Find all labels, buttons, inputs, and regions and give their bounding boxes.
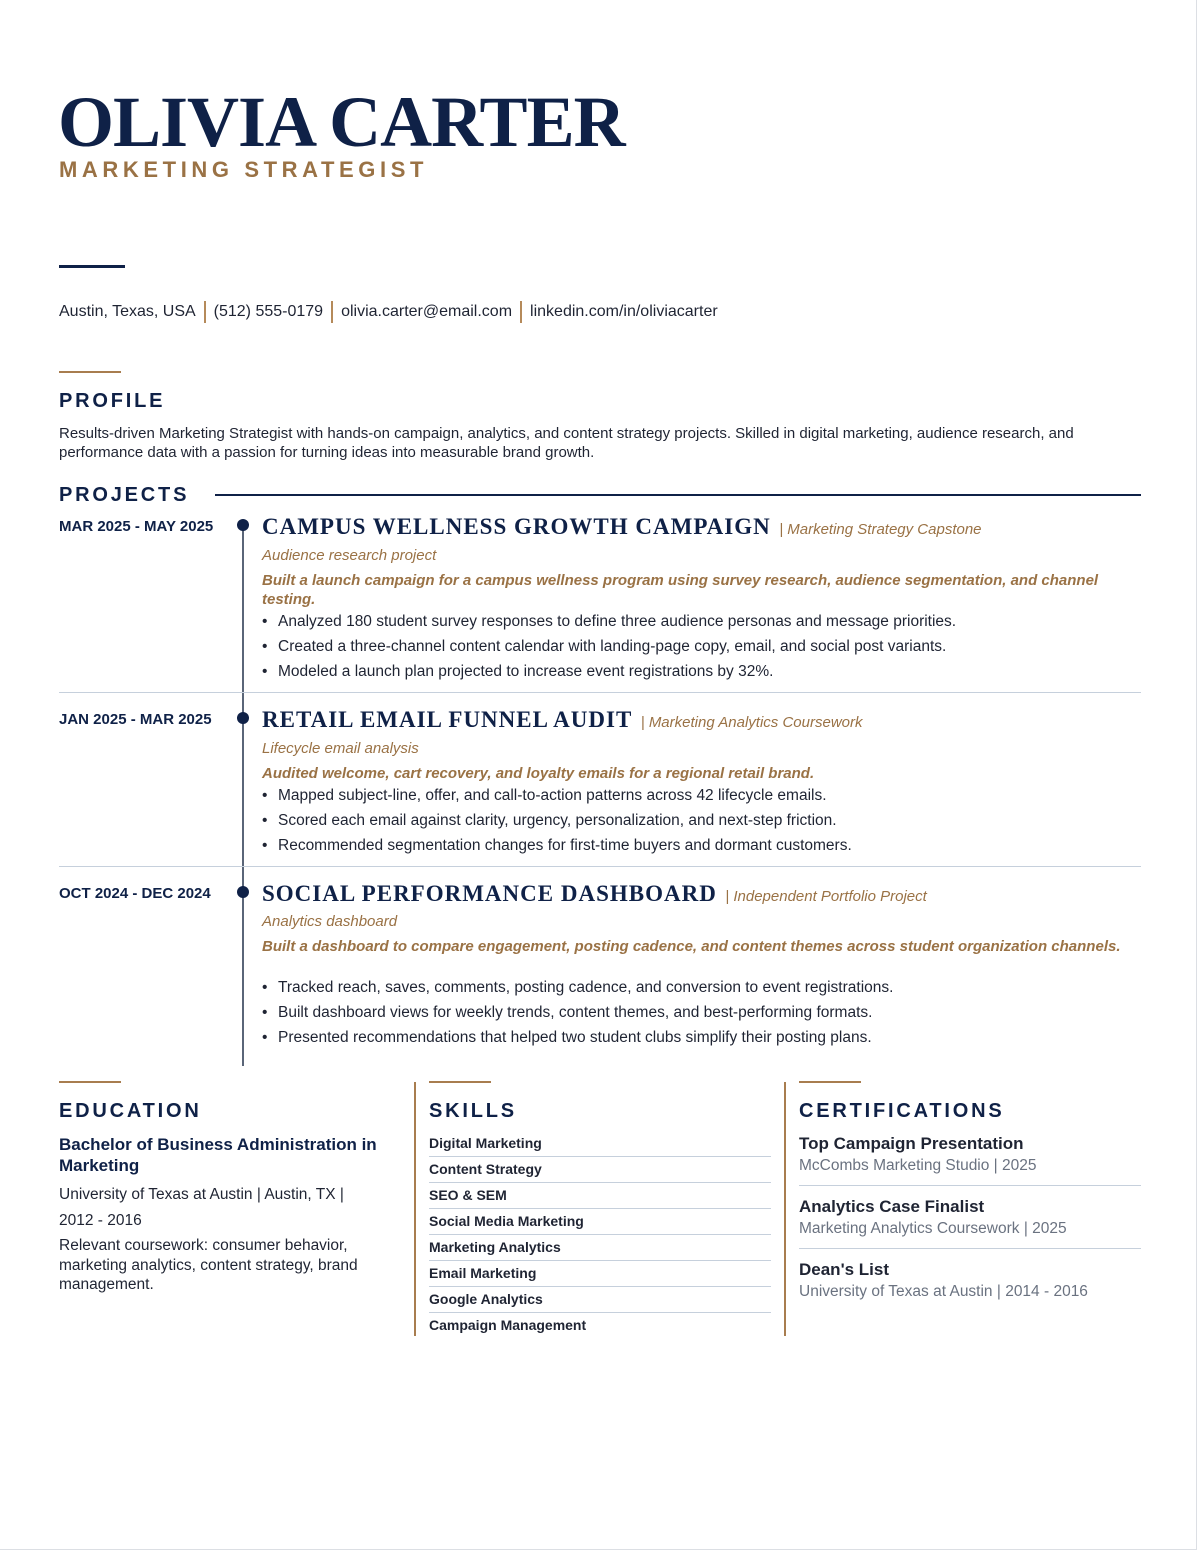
project-bullets bbox=[262, 975, 1142, 1050]
certification-meta: McCombs Marketing Studio | 2025 bbox=[799, 1157, 1037, 1174]
certifications-heading: CERTIFICATIONS bbox=[799, 1100, 1005, 1122]
coursework: Relevant coursework: consumer behavior, marketing analytics, content strategy, brand management. bbox=[59, 1237, 358, 1293]
project-date: JAN 2025 - MAR 2025 bbox=[59, 711, 212, 728]
contact-phone: (512) 555-0179 bbox=[213, 303, 324, 320]
project-timeline bbox=[242, 524, 244, 700]
project-context: | Marketing Strategy Capstone bbox=[779, 521, 982, 538]
school-line: University of Texas at Austin | Austin, TX | bbox=[59, 1186, 344, 1203]
project-title: RETAIL EMAIL FUNNEL AUDIT bbox=[262, 707, 633, 732]
project-bullets bbox=[262, 609, 1142, 684]
certifications-list bbox=[799, 1133, 1141, 1321]
contact-email[interactable]: olivia.carter@email.com bbox=[341, 303, 513, 320]
list-item: • Recommended segmentation changes for first-time buyers and dormant customers. bbox=[262, 833, 1142, 858]
project-type: Analytics dashboard bbox=[262, 913, 398, 930]
project-title: CAMPUS WELLNESS GROWTH CAMPAIGN bbox=[262, 514, 771, 539]
education-years: 2012 - 2016 bbox=[59, 1212, 142, 1229]
skill-item: Campaign Management bbox=[429, 1317, 587, 1333]
contact-linkedin[interactable]: linkedin.com/in/oliviacarter bbox=[530, 303, 718, 320]
skill-item: Email Marketing bbox=[429, 1262, 771, 1287]
skills-list bbox=[429, 1132, 771, 1340]
profile-heading: PROFILE bbox=[59, 390, 166, 412]
projects-heading-rule bbox=[215, 494, 1141, 496]
project-summary: Audited welcome, cart recovery, and loyalty emails for a regional retail brand. bbox=[262, 765, 815, 782]
skill-item: Social Media Marketing bbox=[429, 1210, 771, 1235]
list-item: • Created a three-channel content calendar with landing-page copy, email, and social post variants. bbox=[262, 634, 1142, 659]
education-heading: EDUCATION bbox=[59, 1100, 202, 1122]
project-divider bbox=[59, 692, 1141, 693]
job-title: MARKETING STRATEGIST bbox=[59, 157, 429, 182]
project-timeline bbox=[242, 700, 244, 870]
contact-location: Austin, Texas, USA bbox=[59, 303, 196, 320]
list-item: • Presented recommendations that helped two student clubs simplify their posting plans. bbox=[262, 1025, 1142, 1050]
project-context: | Independent Portfolio Project bbox=[725, 888, 927, 905]
project-bullets bbox=[262, 783, 1142, 858]
project-title: SOCIAL PERFORMANCE DASHBOARD bbox=[262, 881, 717, 906]
profile-accent-rule bbox=[59, 371, 121, 373]
skill-item: Content Strategy bbox=[429, 1158, 771, 1183]
projects-heading: PROJECTS bbox=[59, 484, 190, 506]
list-item: • Mapped subject-line, offer, and call-to-action patterns across 42 lifecycle emails. bbox=[262, 783, 1142, 808]
education-accent-rule bbox=[59, 1081, 121, 1083]
contact-separator bbox=[204, 301, 206, 323]
skill-item: Google Analytics bbox=[429, 1288, 771, 1313]
certification-meta: Marketing Analytics Coursework | 2025 bbox=[799, 1220, 1067, 1237]
project-timeline bbox=[242, 870, 244, 1066]
project-title-row bbox=[262, 707, 863, 733]
certification-name: Dean's List bbox=[799, 1260, 890, 1279]
list-item: • Modeled a launch plan projected to increase event registrations by 32%. bbox=[262, 659, 1142, 684]
certification-item bbox=[799, 1259, 1141, 1311]
skill-item: Digital Marketing bbox=[429, 1132, 771, 1157]
skills-heading: SKILLS bbox=[429, 1100, 517, 1122]
contact-line bbox=[59, 301, 718, 323]
project-title-row bbox=[262, 881, 927, 907]
header-divider bbox=[59, 265, 125, 268]
certification-item bbox=[799, 1133, 1141, 1186]
project-type: Lifecycle email analysis bbox=[262, 740, 419, 757]
project-context: | Marketing Analytics Coursework bbox=[640, 714, 863, 731]
project-type: Audience research project bbox=[262, 547, 437, 564]
timeline-dot bbox=[237, 712, 249, 724]
list-item: • Analyzed 180 student survey responses to define three audience personas and message priorities. bbox=[262, 609, 1142, 634]
certification-name: Top Campaign Presentation bbox=[799, 1134, 1024, 1153]
project-summary: Built a dashboard to compare engagement, posting cadence, and content themes across student organization channels. bbox=[262, 938, 1121, 955]
column-separator bbox=[784, 1082, 786, 1336]
project-date: OCT 2024 - DEC 2024 bbox=[59, 885, 211, 902]
skills-accent-rule bbox=[429, 1081, 491, 1083]
contact-separator bbox=[331, 301, 333, 323]
certification-meta: University of Texas at Austin | 2014 - 2016 bbox=[799, 1283, 1088, 1300]
project-divider bbox=[59, 866, 1141, 867]
column-separator bbox=[414, 1082, 416, 1336]
list-item: • Scored each email against clarity, urgency, personalization, and next-step friction. bbox=[262, 808, 1142, 833]
project-title-row bbox=[262, 514, 982, 540]
certifications-accent-rule bbox=[799, 1081, 861, 1083]
timeline-dot bbox=[237, 886, 249, 898]
candidate-name: OLIVIA CARTER bbox=[58, 82, 625, 162]
project-date: MAR 2025 - MAY 2025 bbox=[59, 518, 214, 535]
education-block bbox=[59, 1134, 399, 1295]
certification-name: Analytics Case Finalist bbox=[799, 1197, 985, 1216]
skill-item: SEO & SEM bbox=[429, 1184, 771, 1209]
contact-separator bbox=[520, 301, 522, 323]
degree-title: Bachelor of Business Administration in Marketing bbox=[59, 1135, 377, 1175]
profile-text: Results-driven Marketing Strategist with hands-on campaign, analytics, and content strategy projects. Skilled in digital marketing, audience research, and performance data with a passion for turning ideas into measurable brand growth. bbox=[59, 425, 1074, 461]
certification-item bbox=[799, 1196, 1141, 1249]
project-summary: Built a launch campaign for a campus wellness program using survey research, audience segmentation, and channel testing. bbox=[262, 572, 1099, 608]
list-item: • Tracked reach, saves, comments, posting cadence, and conversion to event registrations. bbox=[262, 975, 1142, 1000]
skill-item: Marketing Analytics bbox=[429, 1236, 771, 1261]
list-item: • Built dashboard views for weekly trends, content themes, and best-performing formats. bbox=[262, 1000, 1142, 1025]
timeline-dot bbox=[237, 519, 249, 531]
